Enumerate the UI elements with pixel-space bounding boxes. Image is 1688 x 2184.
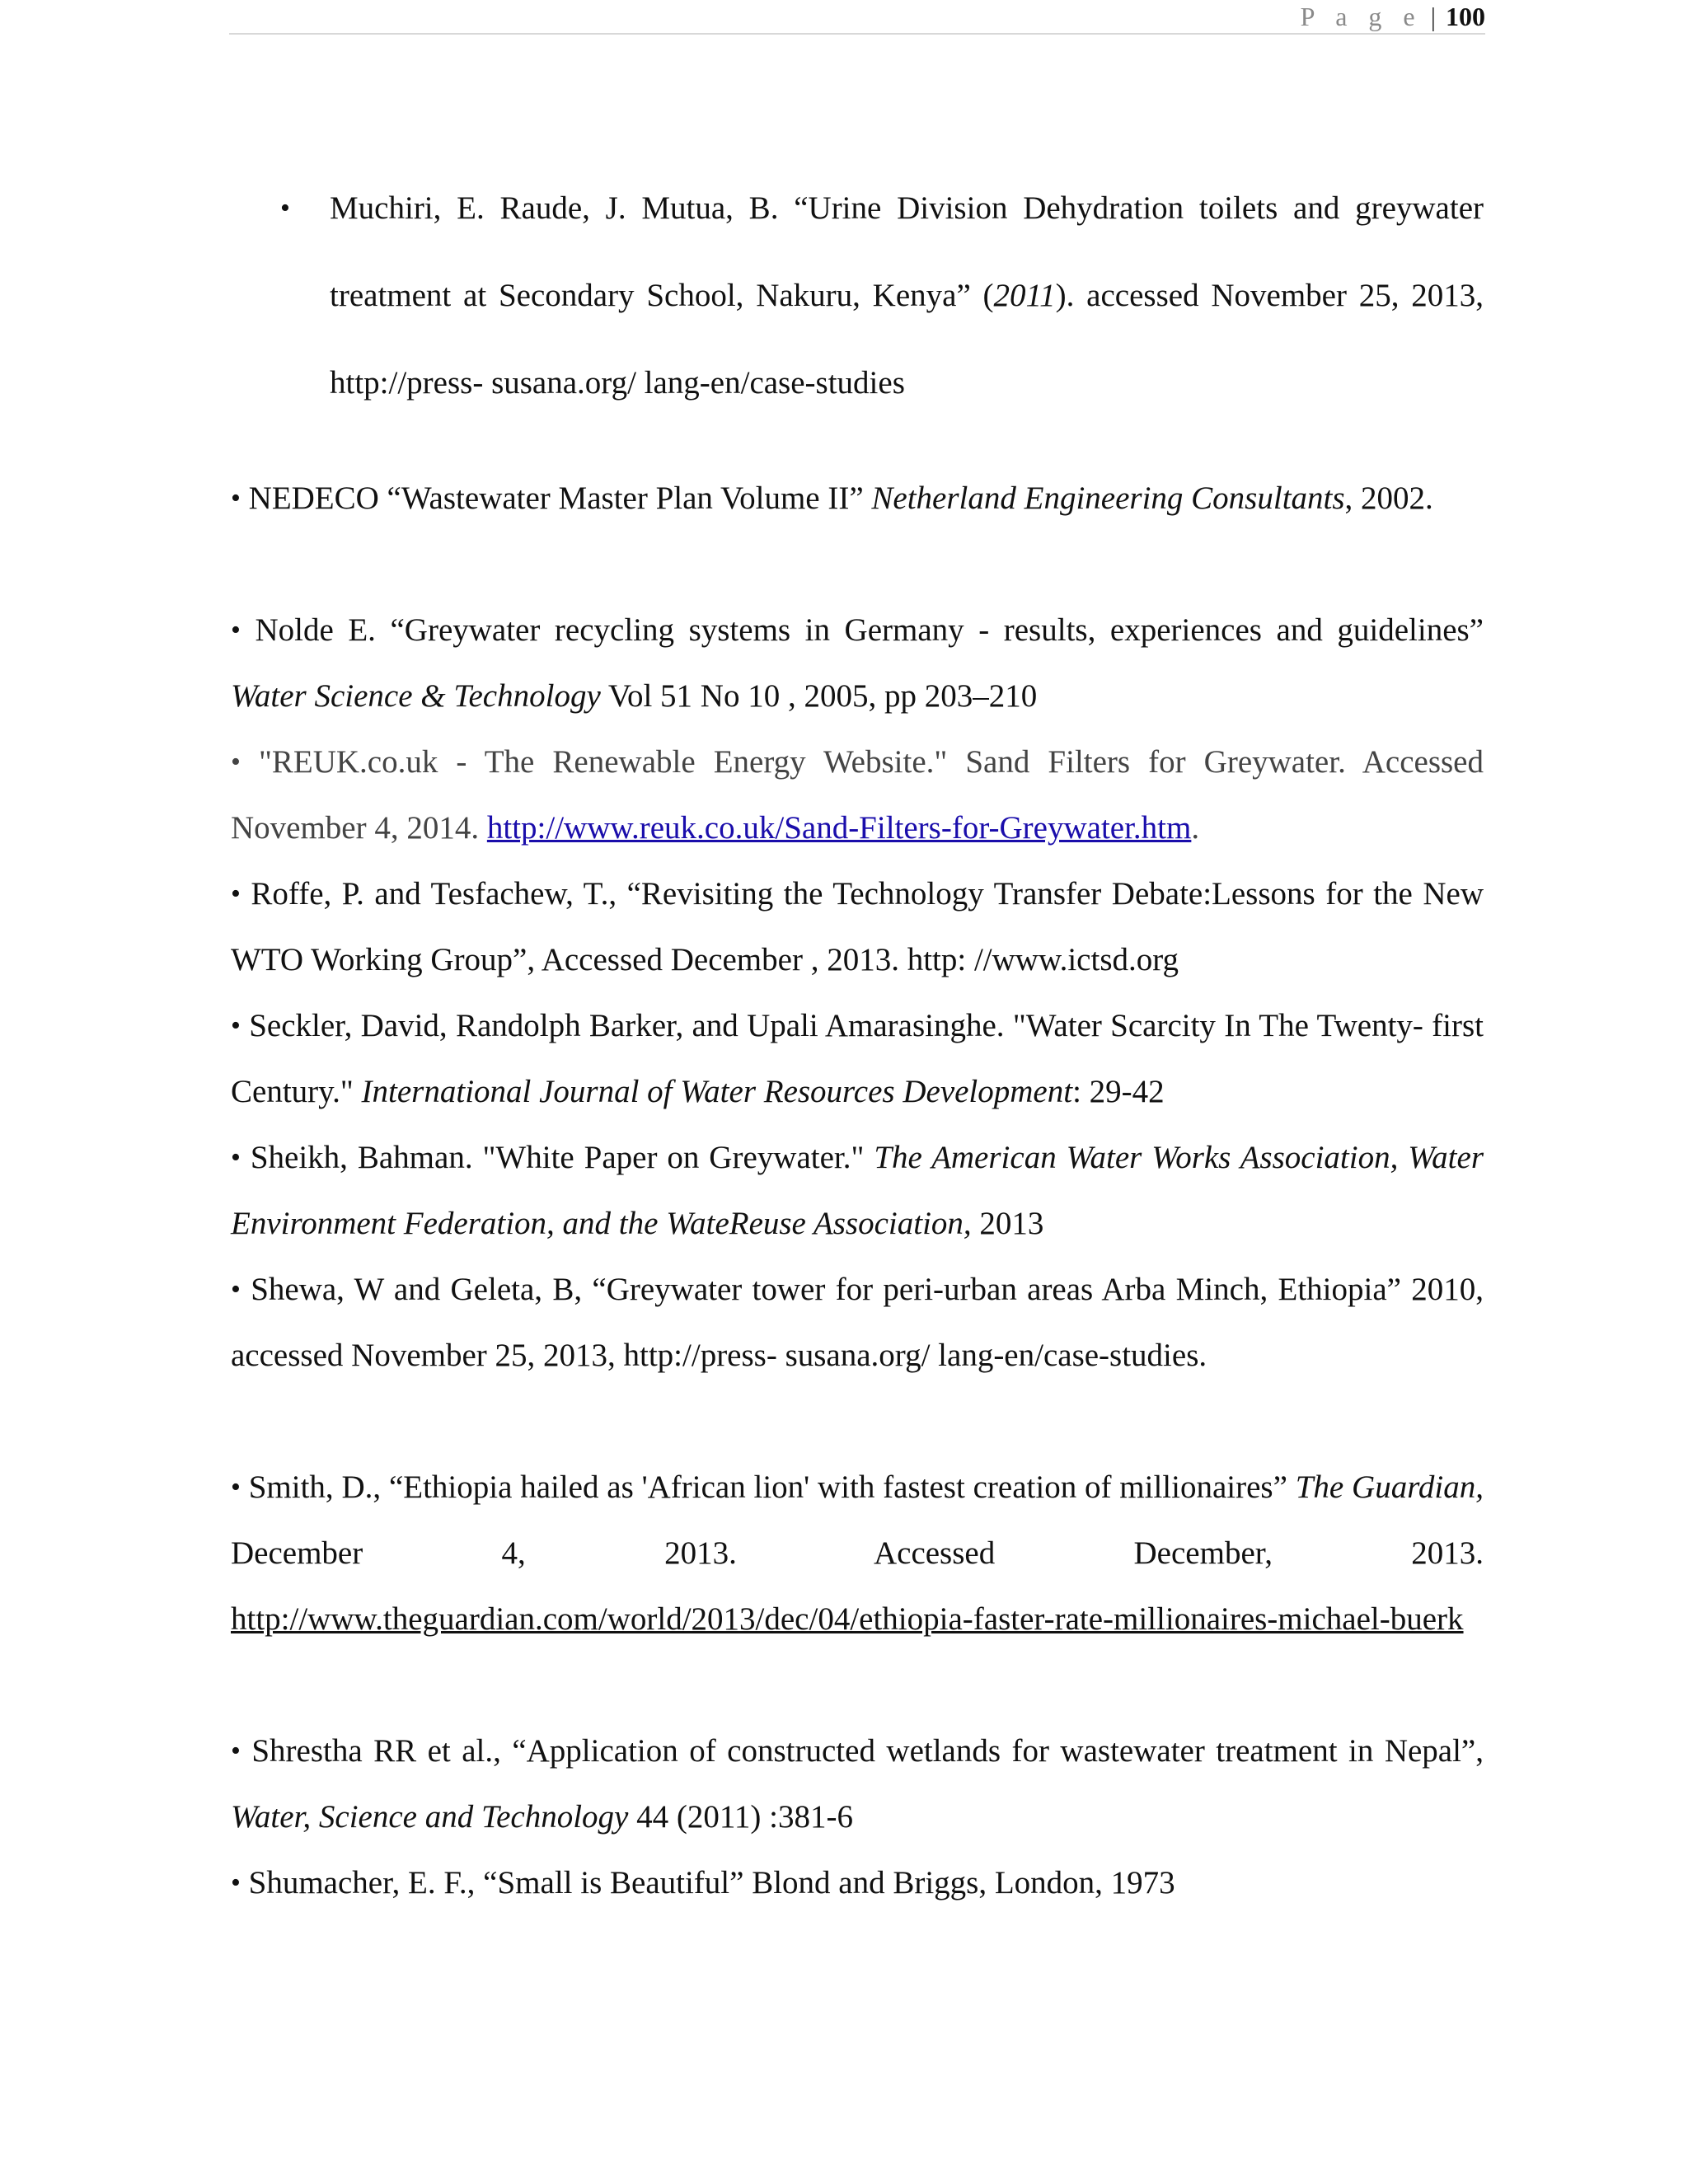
reference-source: Water, Science and Technology (231, 1799, 629, 1835)
reference-source: International Journal of Water Resources Development (361, 1074, 1073, 1109)
reference-item (231, 598, 1484, 729)
bullet: • (231, 1142, 241, 1173)
reference-item (280, 165, 1484, 427)
reference-tail: : 29-42 (1072, 1074, 1165, 1109)
reference-text: Shrestha RR et al., “Application of constructed wetlands for wastewater treatment in Nepal”, (240, 1733, 1484, 1769)
reference-item (231, 993, 1484, 1125)
reference-tail: Vol 51 No 10 , 2005, pp 203–210 (600, 678, 1038, 714)
reference-tail: , 2002. (1344, 480, 1433, 516)
reference-text: "REUK.co.uk - The Renewable Energy Website." Sand Filters for Greywater. Accessed November 4, 2014. (231, 744, 1484, 846)
bullet: • (231, 1010, 241, 1041)
bullet: • (231, 1736, 241, 1766)
reference-tail: ). accessed November 25, 2013, http://press- susana.org/ lang-en/case-studies (330, 278, 1484, 401)
bullet: • (231, 1274, 241, 1305)
reference-link[interactable]: http://www.theguardian.com/world/2013/dec/04/ethiopia-faster-rate-millionaires-michael-buerk (231, 1601, 1464, 1637)
page-number-label (1301, 2, 1485, 31)
bullet: • (280, 193, 290, 223)
reference-text: Seckler, David, Randolph Barker, and Upali Amarasinghe. "Water Scarcity In The Twenty- first Century." (231, 1008, 1484, 1109)
reference-link[interactable]: http://www.reuk.co.uk/Sand-Filters-for-Greywater.htm (486, 810, 1192, 846)
reference-tail: . (1191, 810, 1200, 846)
reference-year: 2011 (993, 278, 1056, 313)
reference-source: The Guardian, (1295, 1469, 1484, 1505)
bullet: • (231, 483, 241, 513)
bullet: • (231, 1868, 241, 1898)
reference-item (231, 1455, 1484, 1652)
reference-text: NEDECO “Wastewater Master Plan Volume II” (240, 480, 872, 516)
reference-tail: 44 (2011) :381-6 (628, 1799, 853, 1835)
reference-text: Smith, D., “Ethiopia hailed as 'African lion' with fastest creation of millionaires” (240, 1469, 1296, 1505)
reference-item (231, 1125, 1484, 1257)
reference-item (231, 861, 1484, 993)
reference-item (231, 466, 1484, 532)
reference-source: Water Science & Technology (231, 678, 601, 714)
reference-source: The American Water Works Association, Water Environment Federation, and the WateReuse Association, (231, 1140, 1484, 1241)
reference-item (231, 729, 1484, 861)
reference-text: Muchiri, E. Raude, J. Mutua, B. “Urine Division Dehydration toilets and greywater treatment at Secondary School, Nakuru, Kenya” ( (330, 190, 1484, 313)
bullet: • (231, 1472, 241, 1502)
reference-tail: December 4, 2013. Accessed December, 2013. (231, 1535, 1484, 1571)
page-number: 100 (1446, 2, 1485, 31)
bullet: • (231, 615, 241, 645)
reference-tail: 2013 (971, 1206, 1044, 1241)
reference-text: Roffe, P. and Tesfachew, T., “Revisiting the Technology Transfer Debate:Lessons for the New WTO Working Group”, Accessed December , 2013. http: //www.ictsd.org (231, 876, 1484, 977)
reference-item (231, 1257, 1484, 1389)
bullet: • (231, 747, 241, 777)
reference-item (231, 1718, 1484, 1850)
page-header (229, 0, 1485, 35)
page-separator: | (1430, 2, 1436, 31)
page-word: P a g e (1300, 2, 1423, 31)
reference-source: Netherland Engineering Consultants (871, 480, 1345, 516)
reference-text: Sheikh, Bahman. "White Paper on Greywater." (240, 1140, 874, 1175)
reference-text: Shumacher, E. F., “Small is Beautiful” Blond and Briggs, London, 1973 (240, 1865, 1175, 1900)
reference-text: Nolde E. “Greywater recycling systems in Germany - results, experiences and guidelines” (240, 612, 1484, 648)
bullet: • (231, 879, 241, 909)
reference-item (231, 1850, 1484, 1916)
reference-text: Shewa, W and Geleta, B, “Greywater tower for peri-urban areas Arba Minch, Ethiopia” 2010, accessed November 25, 2013, http://press- susana.org/ lang-en/case-studies. (231, 1272, 1484, 1373)
